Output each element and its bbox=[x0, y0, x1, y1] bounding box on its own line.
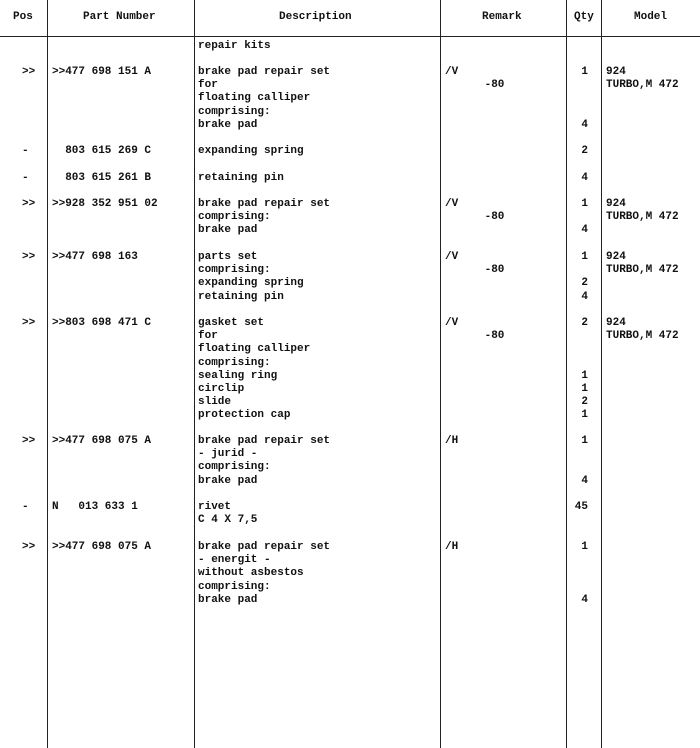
description-line: C 4 X 7,5 bbox=[198, 514, 258, 527]
description-line: comprising: bbox=[198, 356, 271, 369]
description-line: - jurid - bbox=[198, 448, 258, 461]
description-line: expanding spring bbox=[198, 277, 304, 290]
description-line: retaining pin bbox=[198, 290, 284, 303]
part-number: >>928 352 951 02 bbox=[52, 198, 158, 210]
part-number: >>477 698 163 bbox=[52, 251, 138, 263]
remark-line: /V bbox=[445, 66, 459, 78]
description-line: brake pad repair set bbox=[198, 435, 331, 447]
description-line: comprising: bbox=[198, 105, 271, 118]
qty-value: 2 bbox=[581, 145, 588, 157]
header-remark: Remark bbox=[482, 11, 522, 23]
description-line: for bbox=[198, 79, 218, 92]
description-line: gasket set bbox=[198, 317, 265, 329]
qty-value: 4 bbox=[581, 172, 588, 184]
description-line: floating calliper bbox=[198, 343, 311, 356]
description-line: brake pad bbox=[198, 593, 258, 606]
remark-line: /H bbox=[445, 541, 459, 553]
description-line: comprising: bbox=[198, 580, 271, 593]
remark-line: -80 bbox=[445, 330, 505, 343]
qty-value: 1 bbox=[581, 541, 588, 553]
qty-value: 1 bbox=[581, 66, 588, 78]
header-model: Model bbox=[634, 11, 668, 23]
header-divider bbox=[0, 36, 700, 37]
qty-value: 2 bbox=[581, 396, 588, 409]
header-qty: Qty bbox=[574, 11, 594, 23]
description-line: comprising: bbox=[198, 461, 271, 474]
qty-value: 1 bbox=[581, 251, 588, 263]
description-line: brake pad bbox=[198, 118, 258, 131]
remark-line: /V bbox=[445, 251, 459, 263]
part-number: >>477 698 151 A bbox=[52, 66, 152, 78]
description-line: comprising: bbox=[198, 264, 271, 277]
column-divider bbox=[47, 0, 48, 748]
row-pos: >> bbox=[22, 198, 36, 210]
part-number: >>477 698 075 A bbox=[52, 541, 152, 553]
column-divider bbox=[440, 0, 441, 748]
part-number: N 013 633 1 bbox=[52, 501, 138, 513]
part-number: 803 615 269 C bbox=[52, 145, 152, 157]
remark-line: /V bbox=[445, 198, 459, 210]
model-line: TURBO,M 472 bbox=[606, 264, 679, 277]
description-line: without asbestos bbox=[198, 567, 304, 580]
column-divider bbox=[194, 0, 195, 748]
row-pos: - bbox=[22, 145, 29, 157]
header-description: Description bbox=[279, 11, 352, 23]
qty-value: 1 bbox=[581, 435, 588, 447]
row-pos: - bbox=[22, 172, 29, 184]
description-line: retaining pin bbox=[198, 172, 284, 184]
row-pos: >> bbox=[22, 317, 36, 329]
description-line: for bbox=[198, 330, 218, 343]
qty-value: 4 bbox=[581, 118, 588, 131]
description-line: rivet bbox=[198, 501, 232, 513]
qty-value: 4 bbox=[581, 290, 588, 303]
remark-line: -80 bbox=[445, 211, 505, 224]
description-line: brake pad bbox=[198, 224, 258, 237]
header-part-number: Part Number bbox=[83, 11, 156, 23]
description-line: brake pad repair set bbox=[198, 66, 331, 78]
qty-value: 1 bbox=[581, 369, 588, 382]
remark-line: /H bbox=[445, 435, 459, 447]
description-line: comprising: bbox=[198, 211, 271, 224]
description-line: protection cap bbox=[198, 409, 291, 422]
description-line: floating calliper bbox=[198, 92, 311, 105]
qty-value: 4 bbox=[581, 474, 588, 487]
part-number: 803 615 261 B bbox=[52, 172, 152, 184]
qty-value: 4 bbox=[581, 224, 588, 237]
row-pos: >> bbox=[22, 66, 36, 78]
model-line: TURBO,M 472 bbox=[606, 211, 679, 224]
qty-value: 1 bbox=[581, 198, 588, 210]
row-pos: >> bbox=[22, 541, 36, 553]
description-line: repair kits bbox=[198, 40, 271, 52]
remark-line: -80 bbox=[445, 79, 505, 92]
description-line: sealing ring bbox=[198, 369, 278, 382]
model-line: TURBO,M 472 bbox=[606, 330, 679, 343]
remark-line: /V bbox=[445, 317, 459, 329]
column-divider bbox=[601, 0, 602, 748]
qty-value: 45 bbox=[574, 501, 588, 513]
row-pos: >> bbox=[22, 251, 36, 263]
model-line: 924 bbox=[606, 251, 626, 263]
qty-value: 2 bbox=[581, 277, 588, 290]
qty-value: 1 bbox=[581, 409, 588, 422]
description-line: brake pad repair set bbox=[198, 541, 331, 553]
description-line: expanding spring bbox=[198, 145, 304, 157]
part-number: >>477 698 075 A bbox=[52, 435, 152, 447]
description-line: slide bbox=[198, 396, 232, 409]
model-line: 924 bbox=[606, 198, 626, 210]
qty-value: 2 bbox=[581, 317, 588, 329]
qty-value: 1 bbox=[581, 383, 588, 395]
row-pos: - bbox=[22, 501, 29, 513]
qty-value: 4 bbox=[581, 593, 588, 606]
header-pos: Pos bbox=[13, 11, 33, 23]
model-line: 924 bbox=[606, 317, 626, 329]
model-line: 924 bbox=[606, 66, 626, 78]
remark-line: -80 bbox=[445, 264, 505, 277]
description-line: parts set bbox=[198, 251, 258, 263]
row-pos: >> bbox=[22, 435, 36, 447]
description-line: - energit - bbox=[198, 554, 271, 567]
column-divider bbox=[566, 0, 567, 748]
part-number: >>803 698 471 C bbox=[52, 317, 152, 329]
model-line: TURBO,M 472 bbox=[606, 79, 679, 92]
description-line: brake pad bbox=[198, 474, 258, 487]
description-line: brake pad repair set bbox=[198, 198, 331, 210]
description-line: circlip bbox=[198, 383, 245, 395]
